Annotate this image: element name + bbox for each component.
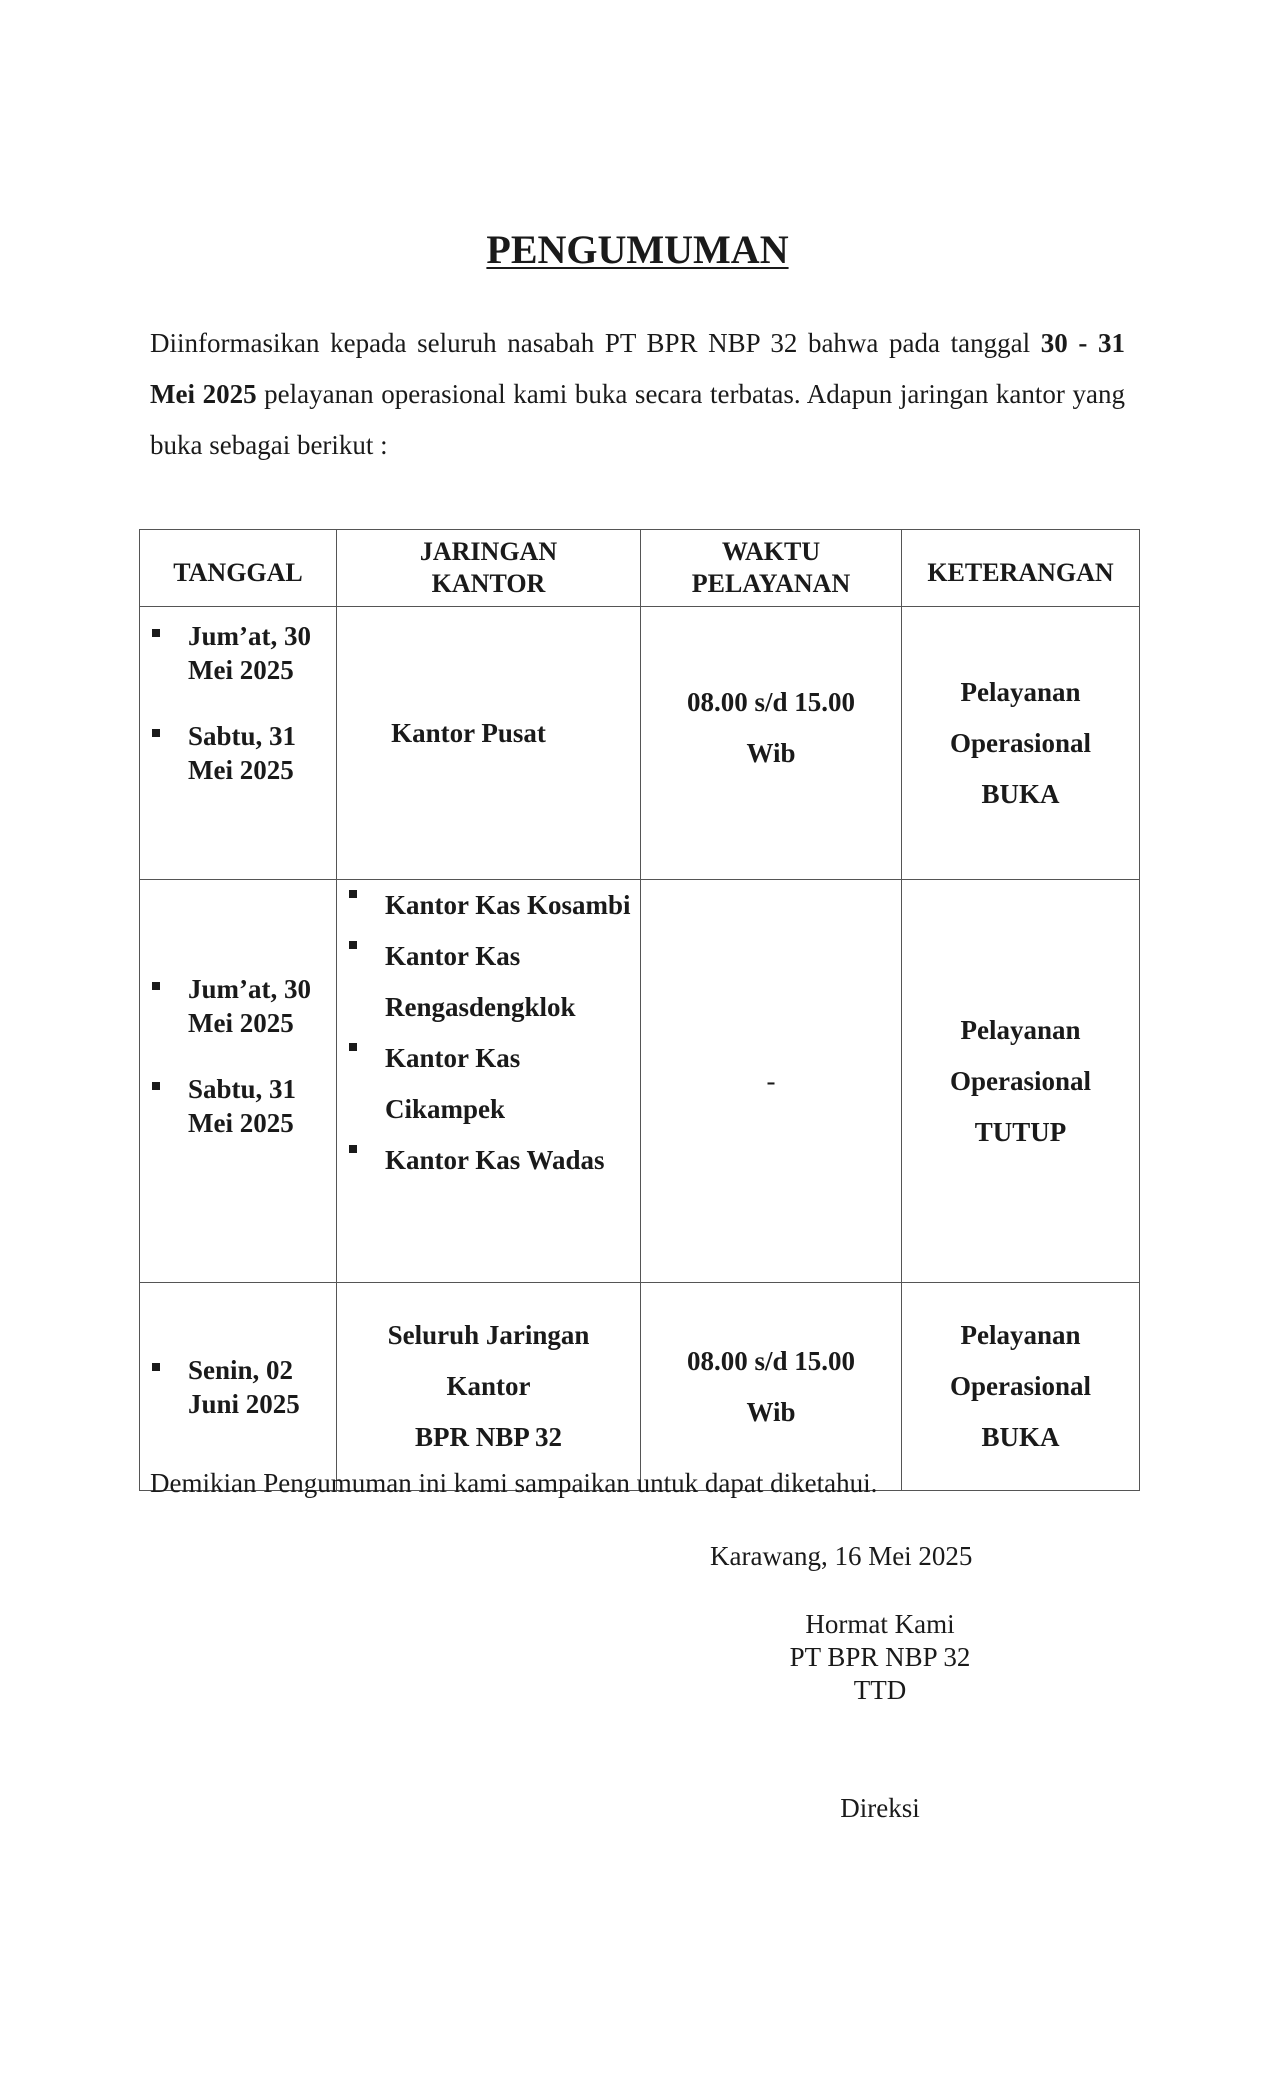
waktu-line1: 08.00 s/d 15.00 xyxy=(686,1345,856,1376)
jaringan-line1: Seluruh Jaringan xyxy=(387,1320,590,1350)
waktu-line1: 08.00 s/d 15.00 xyxy=(686,687,856,717)
page-title: PENGUMUMAN xyxy=(486,227,789,272)
signature-greeting: Hormat Kami xyxy=(805,1609,955,1639)
signature-block xyxy=(730,1608,1030,1707)
date-list xyxy=(140,972,336,1140)
signature-ttd: TTD xyxy=(853,1675,907,1705)
list-item: Senin, 02 Juni 2025 xyxy=(140,1353,336,1421)
date-list xyxy=(140,1353,336,1421)
cell-keterangan xyxy=(902,1283,1140,1491)
schedule-table xyxy=(139,529,1140,1491)
keterangan-line1: Pelayanan xyxy=(960,1320,1081,1350)
kantor-list xyxy=(337,880,640,1186)
keterangan-line2: Operasional xyxy=(949,1065,1091,1096)
list-item: Jum’at, 30 Mei 2025 xyxy=(140,972,336,1040)
keterangan-status: BUKA xyxy=(981,778,1060,809)
cell-tanggal xyxy=(140,607,337,880)
keterangan-line1: Pelayanan xyxy=(960,676,1081,707)
list-item: Kantor Kas Kosambi xyxy=(337,880,640,931)
signer-name: Direksi xyxy=(840,1793,920,1823)
signature-company: PT BPR NBP 32 xyxy=(789,1642,971,1672)
waktu-text: - xyxy=(766,1065,776,1096)
intro-text-2: pelayanan operasional kami buka secara terbatas. Adapun jaringan kantor yang buka sebagai berikut : xyxy=(150,379,1125,460)
table-row xyxy=(140,880,1140,1283)
cell-tanggal xyxy=(140,880,337,1283)
waktu-line2: Wib xyxy=(746,738,796,768)
bullet-square-icon xyxy=(349,890,357,898)
cell-jaringan xyxy=(337,1283,641,1491)
intro-dates: 30 - 31 Mei 2025 xyxy=(150,328,1125,409)
bullet-square-icon xyxy=(349,941,357,949)
cell-jaringan xyxy=(337,880,641,1283)
place-date: Karawang, 16 Mei 2025 xyxy=(710,1541,973,1571)
cell-waktu xyxy=(641,607,902,880)
table-row xyxy=(140,607,1140,880)
table-header-row xyxy=(140,530,1140,607)
keterangan-line1: Pelayanan xyxy=(960,1014,1081,1045)
jaringan-line3: BPR NBP 32 xyxy=(414,1422,562,1452)
list-item: Kantor Kas Rengasdengklok xyxy=(337,931,640,1033)
keterangan-line2: Operasional xyxy=(949,1371,1091,1401)
bullet-square-icon xyxy=(152,729,160,737)
list-item: Sabtu, 31 Mei 2025 xyxy=(140,1072,336,1140)
closing-text: Demikian Pengumuman ini kami sampaikan untuk dapat diketahui. xyxy=(150,1468,878,1498)
jaringan-line2: Kantor xyxy=(446,1371,531,1401)
keterangan-line2: Operasional xyxy=(949,727,1091,758)
bullet-square-icon xyxy=(152,629,160,637)
header-jaringan xyxy=(337,530,641,607)
intro-paragraph xyxy=(150,318,1125,471)
header-jaringan-line2: KANTOR xyxy=(431,569,546,598)
cell-jaringan xyxy=(337,607,641,880)
header-keterangan: KETERANGAN xyxy=(902,530,1140,607)
list-item: Sabtu, 31 Mei 2025 xyxy=(140,719,336,787)
keterangan-status: BUKA xyxy=(981,1422,1060,1452)
cell-keterangan xyxy=(902,880,1140,1283)
header-jaringan-line1: JARINGAN xyxy=(419,537,558,566)
waktu-line2: Wib xyxy=(746,1396,796,1427)
list-item: Jum’at, 30 Mei 2025 xyxy=(140,619,336,687)
list-item: Kantor Kas Wadas xyxy=(337,1135,640,1186)
bullet-square-icon xyxy=(152,1363,160,1371)
bullet-square-icon xyxy=(349,1145,357,1153)
header-waktu-line2: PELAYANAN xyxy=(691,569,851,598)
cell-waktu xyxy=(641,880,902,1283)
bullet-square-icon xyxy=(152,982,160,990)
bullet-square-icon xyxy=(152,1082,160,1090)
jaringan-text: Kantor Pusat xyxy=(391,717,546,748)
cell-waktu xyxy=(641,1283,902,1491)
table-row xyxy=(140,1283,1140,1491)
bullet-square-icon xyxy=(349,1043,357,1051)
keterangan-status: TUTUP xyxy=(974,1116,1067,1147)
intro-text-1: Diinformasikan kepada seluruh nasabah PT BPR NBP 32 bahwa pada tanggal xyxy=(150,328,1041,358)
cell-tanggal xyxy=(140,1283,337,1491)
header-waktu-line1: WAKTU xyxy=(721,537,821,566)
list-item: Kantor Kas Cikampek xyxy=(337,1033,640,1135)
date-list xyxy=(140,619,336,787)
header-waktu xyxy=(641,530,902,607)
cell-keterangan xyxy=(902,607,1140,880)
header-tanggal: TANGGAL xyxy=(140,530,337,607)
